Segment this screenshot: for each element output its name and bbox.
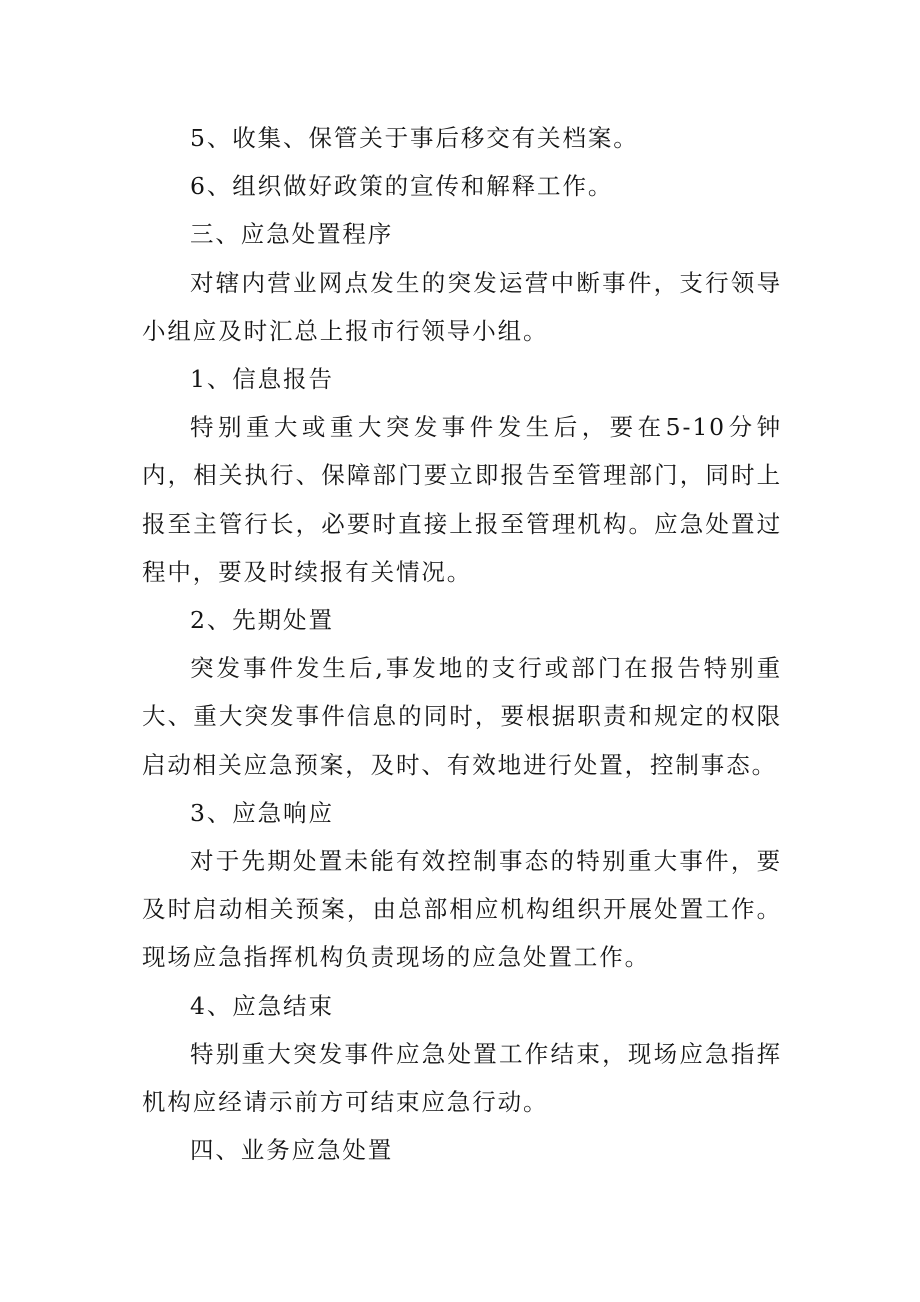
paragraph-emergency-response: 对于先期处置未能有效控制事态的特别重大事件，要及时启动相关预案，由总部相应机构组织开展处置工作。现场应急指挥机构负责现场的应急处置工作。 (142, 847, 782, 972)
subheading-info-report: 1、信息报告 (190, 365, 334, 394)
paragraph-info-report: 特别重大或重大突发事件发生后，要在5-10分钟内，相关执行、保障部门要立即报告至管理部门，同时上报至主管行长，必要时直接上报至管理机构。应急处置过程中，要及时续报有关情况。 (142, 413, 782, 586)
list-item-policy-publicity: 6、组织做好政策的宣传和解释工作。 (190, 172, 614, 201)
paragraph-procedure-intro: 对辖内营业网点发生的突发运营中断事件，支行领导小组应及时汇总上报市行领导小组。 (142, 268, 782, 345)
section-heading-procedure: 三、应急处置程序 (190, 220, 394, 249)
paragraph-initial-handling: 突发事件发生后,事发地的支行或部门在报告特别重大、重大突发事件信息的同时，要根据职责和规定的权限启动相关应急预案，及时、有效地进行处置，控制事态。 (142, 654, 782, 779)
section-heading-business: 四、业务应急处置 (190, 1136, 394, 1165)
subheading-emergency-end: 4、应急结束 (190, 991, 334, 1020)
subheading-emergency-response: 3、应急响应 (190, 798, 334, 827)
subheading-initial-handling: 2、先期处置 (190, 606, 334, 635)
paragraph-emergency-end: 特别重大突发事件应急处置工作结束，现场应急指挥机构应经请示前方可结束应急行动。 (142, 1039, 782, 1117)
document-body (142, 114, 782, 1174)
list-item-collect-archives: 5、收集、保管关于事后移交有关档案。 (190, 124, 639, 152)
